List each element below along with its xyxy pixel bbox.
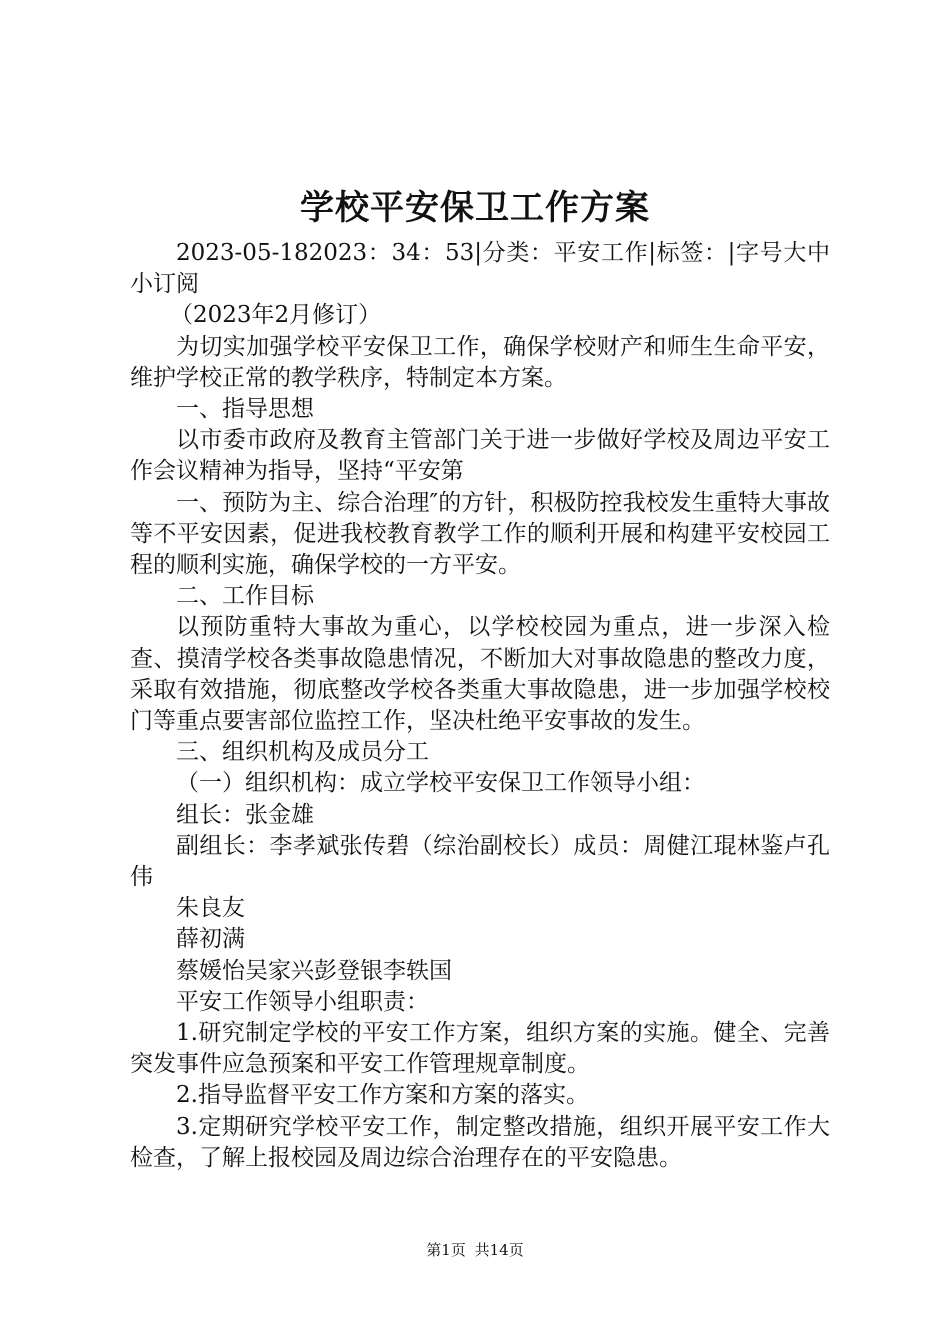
page-number: 第1页 [426,1241,466,1259]
section-heading: 一、指导思想 [176,396,314,423]
paragraph: 为切实加强学校平安保卫工作，确保学校财产和师生生命平安，维护学校正常的教学秩序，特制定本方案。 [130,333,830,391]
paragraph: 以市委市政府及教育主管部门关于进一步做好学校及周边平安工作会议精神为指导，坚持“平安第 [130,427,830,485]
paragraph: 1.研究制定学校的平安工作方案，组织方案的实施。健全、完善突发事件应急预案和平安工作管理规章制度。 [130,1020,830,1078]
page-total: 共14页 [474,1241,524,1259]
paragraph: 蔡媛怡吴家兴彭登银李轶国 [176,957,452,984]
paragraph: 一、预防为主、综合治理″的方针，积极防控我校发生重特大事故等不平安因素，促进我校教育教学工作的顺利开展和构建平安校园工程的顺利实施，确保学校的一方平安。 [130,489,830,579]
sub-heading: （一）组织机构：成立学校平安保卫工作领导小组： [176,770,705,797]
paragraph: 2.指导监督平安工作方案和方案的落实。 [176,1082,589,1109]
paragraph: 组长：张金雄 [176,801,314,828]
paragraph: 朱良友 [176,895,245,922]
section-heading: 三、组织机构及成员分工 [176,739,429,766]
paragraph: 平安工作领导小组职责： [176,988,429,1015]
document-title: 学校平安保卫工作方案 [300,188,650,228]
page-footer [0,1240,950,1260]
section-heading: 二、工作目标 [176,583,314,610]
paragraph: 薛初满 [176,926,245,953]
document-body [130,238,830,1174]
paragraph: 以预防重特大事故为重心，以学校校园为重点，进一步深入检查、摸清学校各类事故隐患情况，不断加大对事故隐患的整改力度，采取有效措施，彻底整改学校各类重大事故隐患，进一步加强学校校门等重点要害部位监控工作，坚决杜绝平安事故的发生。 [130,614,830,735]
revision-note: （2023年2月修订） [170,302,382,329]
meta-line: 2023-05-182023：34：53|分类：平安工作|标签：|字号大中小订阅 [130,240,830,298]
paragraph: 3.定期研究学校平安工作，制定整改措施，组织开展平安工作大检查，了解上报校园及周边综合治理存在的平安隐患。 [130,1113,830,1171]
paragraph: 副组长：李孝斌张传碧（综治副校长）成员：周健江琨林鉴卢孔伟 [130,832,830,891]
